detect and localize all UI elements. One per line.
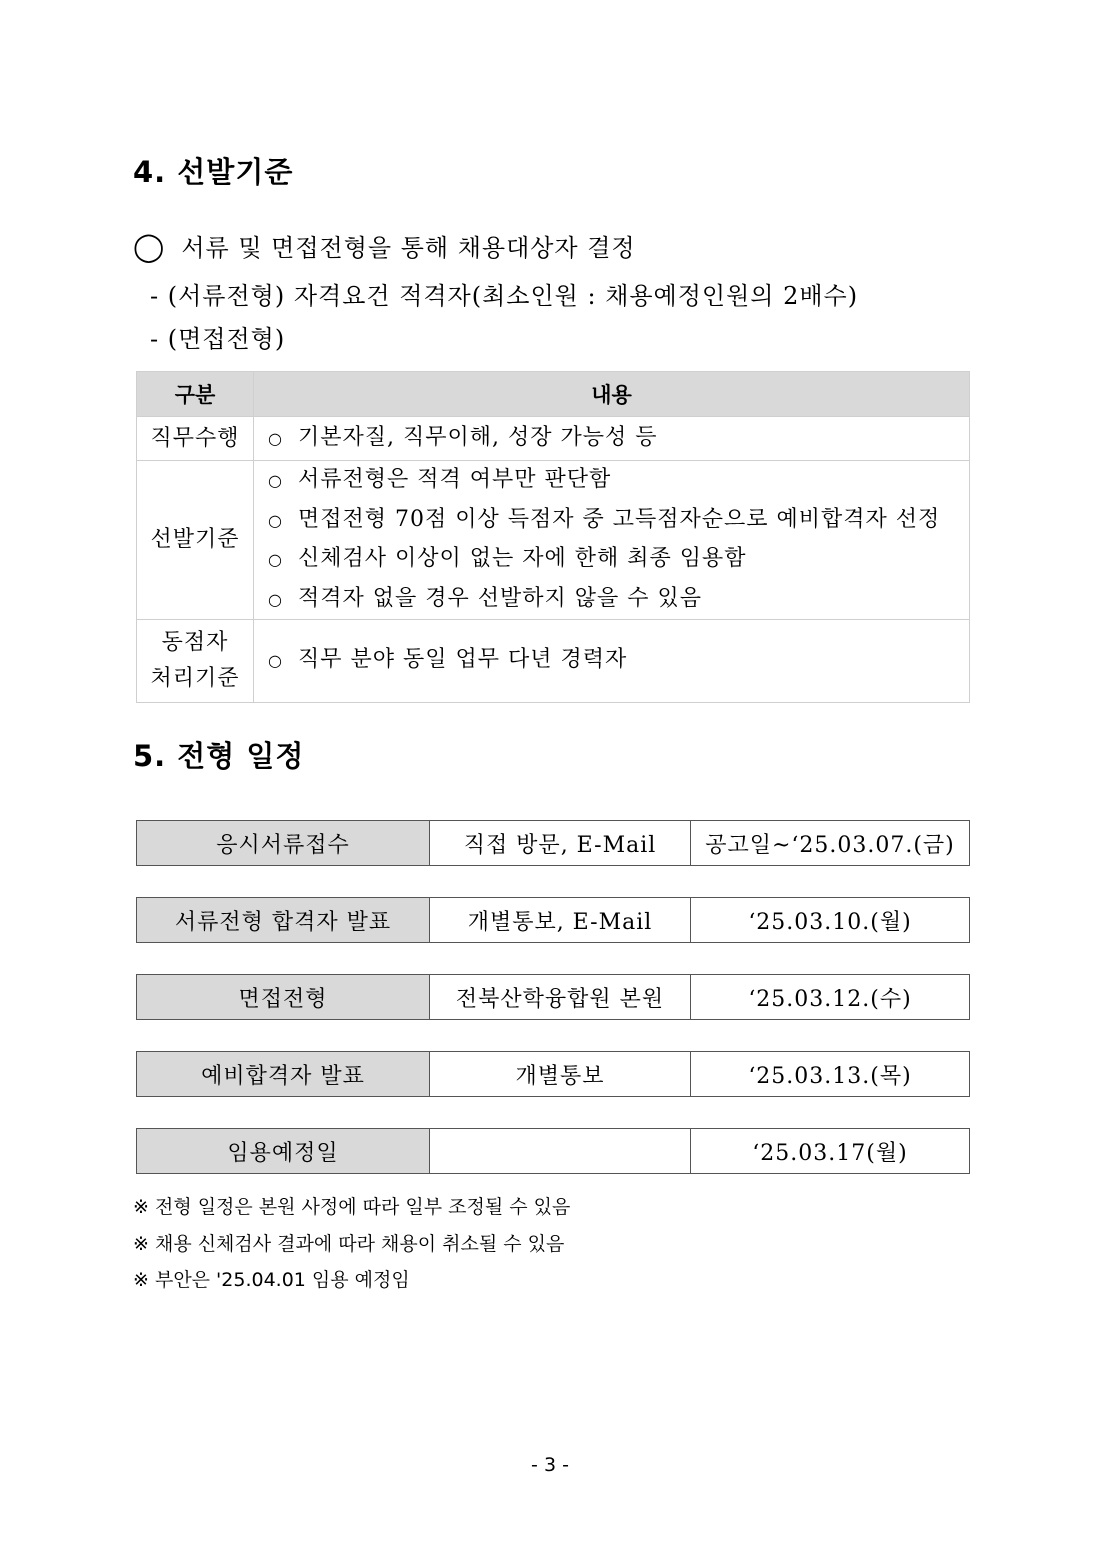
row-content — [254, 417, 970, 461]
schedule-method — [430, 1129, 691, 1173]
schedule-note: ※ 채용 신체검사 결과에 따라 채용이 취소될 수 있음 — [133, 1233, 565, 1255]
small-circle-icon: ○ — [268, 471, 283, 490]
schedule-row — [136, 897, 970, 943]
schedule-date: ‘25.03.12.(수) — [748, 986, 912, 1012]
small-circle-icon: ○ — [268, 651, 283, 671]
schedule-date: 공고일~‘25.03.07.(금) — [705, 832, 955, 858]
row-content — [254, 620, 970, 703]
schedule-note: ※ 전형 일정은 본원 사정에 따라 일부 조정될 수 있음 — [133, 1196, 571, 1218]
table-row — [137, 461, 970, 620]
small-circle-icon: ○ — [268, 589, 283, 609]
schedule-step: 응시서류접수 — [137, 821, 430, 865]
small-circle-icon: ○ — [268, 550, 283, 569]
list-item: ○ 신체검사 이상이 없는 자에 한해 최종 임용함 — [268, 540, 969, 580]
list-item: ○ 직무 분야 동일 업무 다년 경력자 — [268, 641, 969, 681]
schedule-method: 전북산학융합원 본원 — [430, 975, 691, 1019]
schedule-row — [136, 974, 970, 1020]
row-content — [254, 461, 970, 620]
table-header-row — [137, 372, 970, 417]
list-item: ○ 서류전형은 적격 여부만 판단함 — [268, 461, 969, 501]
list-item: ○ 적격자 없을 경우 선발하지 않을 수 있음 — [268, 580, 969, 620]
table-row — [137, 620, 970, 703]
section4-title: 4. 선발기준 — [133, 155, 294, 189]
schedule-step: 서류전형 합격자 발표 — [137, 898, 430, 942]
header-content: 내용 — [254, 372, 970, 417]
schedule-method: 직접 방문, E-Mail — [430, 821, 691, 865]
schedule-step: 임용예정일 — [137, 1129, 430, 1173]
schedule-row — [136, 820, 970, 866]
list-item: ○ 기본자질, 직무이해, 성장 가능성 등 — [268, 419, 969, 459]
header-category: 구분 — [137, 372, 254, 417]
criteria-table — [136, 371, 970, 703]
schedule-row — [136, 1128, 970, 1174]
schedule-note: ※ 부안은 '25.04.01 임용 예정임 — [133, 1269, 410, 1291]
schedule-method: 개별통보, E-Mail — [430, 898, 691, 942]
schedule-row — [136, 1051, 970, 1097]
schedule-step: 면접전형 — [137, 975, 430, 1019]
row-category: 직무수행 — [137, 417, 254, 461]
page-number: - 3 - — [531, 1454, 569, 1476]
section4-main-point — [133, 228, 636, 263]
schedule-step: 예비합격자 발표 — [137, 1052, 430, 1096]
row-category: 선발기준 — [137, 461, 254, 620]
section4-sub-document: - (서류전형) 자격요건 적격자(최소인원 : 채용예정인원의 2배수) — [150, 282, 859, 310]
small-circle-icon: ○ — [268, 510, 283, 530]
list-item: ○ 면접전형 70점 이상 득점자 중 고득점자순으로 예비합격자 선정 — [268, 501, 969, 541]
schedule-method: 개별통보 — [430, 1052, 691, 1096]
section4-sub-interview: - (면접전형) — [150, 325, 286, 353]
circle-icon: ◯ — [133, 230, 166, 263]
table-row — [137, 417, 970, 461]
section5-title: 5. 전형 일정 — [133, 739, 305, 773]
schedule-date: ‘25.03.10.(월) — [748, 909, 912, 935]
small-circle-icon: ○ — [268, 428, 283, 448]
schedule-date: ‘25.03.17(월) — [752, 1140, 908, 1166]
main-point-text: 서류 및 면접전형을 통해 채용대상자 결정 — [181, 234, 636, 262]
schedule-date: ‘25.03.13.(목) — [748, 1063, 912, 1089]
row-category: 동점자 처리기준 — [137, 620, 254, 703]
